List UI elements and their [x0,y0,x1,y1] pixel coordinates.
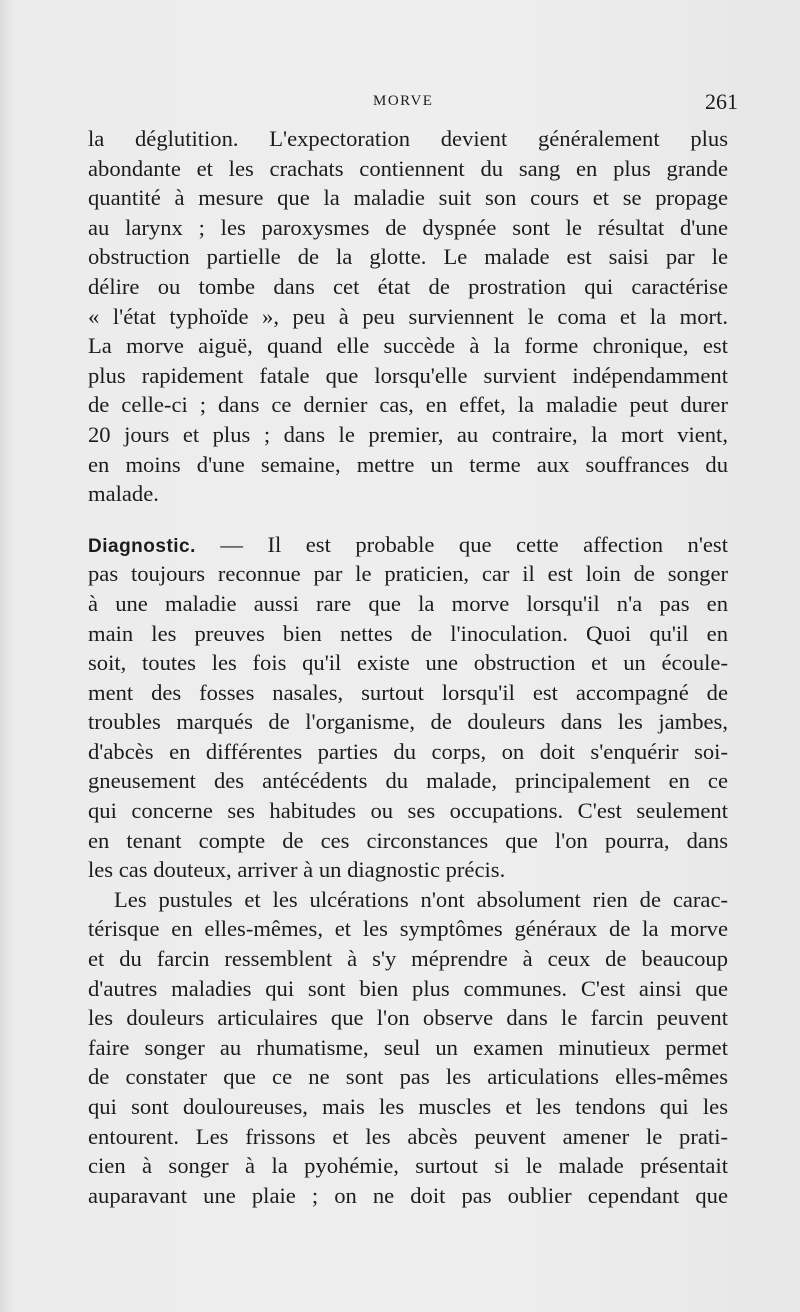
text-line: obstruction partielle de la glotte. Le malade est saisi par le [88,244,728,270]
text-line: en tenant compte de ces circonstances que l'on pourra, dans [88,827,728,853]
text-line: Les pustules et les ulcérations n'ont absolument rien de carac- [114,886,728,912]
paragraph-gap [88,509,728,530]
text-line: les cas douteux, arriver à un diagnostic précis. [88,857,506,883]
diagnostic-first-line [88,530,728,560]
text-line: quantité à mesure que la maladie suit son cours et se propage [88,185,728,211]
text-line: de constater que ce ne sont pas les articulations elles-mêmes [88,1064,728,1090]
text-line: et du farcin ressemblent à s'y méprendre à ceux de beaucoup [88,946,728,972]
text-line: térisque en elles-mêmes, et les symptômes généraux de la morve [88,916,728,942]
text-line: troubles marqués de l'organisme, de douleurs dans les jambes, [88,709,728,735]
text-line: qui sont douloureuses, mais les muscles et les tendons qui les [88,1094,728,1119]
text-line: les douleurs articulaires que l'on observe dans le farcin peuvent [88,1005,728,1031]
text-line: faire songer au rhumatisme, seul un examen minutieux permet [88,1034,728,1060]
text-line: au larynx ; les paroxysmes de dyspnée sont le résultat d'une [88,214,728,240]
text-line: auparavant une plaie ; on ne doit pas oublier cependant que [88,1182,728,1208]
section-heading: Diagnostic. [88,535,196,557]
text-line: délire ou tombe dans cet état de prostration qui caractérise [88,273,728,299]
text-line: plus rapidement fatale que lorsqu'elle survient indépendamment [88,362,728,388]
text-line: La morve aiguë, quand elle succède à la forme chronique, est [88,333,728,359]
text-line: pas toujours reconnue par le praticien, car il est loin de songer [88,561,728,587]
body-text [88,124,728,1210]
text-line: 20 jours et plus ; dans le premier, au contraire, la mort vient, [88,421,728,447]
text-line: « l'état typhoïde », peu à peu surviennent le coma et la mort. [88,303,728,329]
text-line: en moins d'une semaine, mettre un terme aux souffrances du [88,451,728,477]
text-fragment: — Il est probable que cette affection n'est [195,531,728,557]
text-line: d'autres maladies qui sont bien plus communes. C'est ainsi que [88,975,728,1001]
running-header [88,89,738,117]
running-title: MORVE [373,93,434,109]
text-line: abondante et les crachats contiennent du sang en plus grande [88,155,728,181]
page-number: 261 [705,89,738,114]
text-line: main les preuves bien nettes de l'inoculation. Quoi qu'il en [88,620,728,646]
text-line: cien à songer à la pyohémie, surtout si le malade présentait [88,1153,728,1179]
text-line: à une maladie aussi rare que la morve lorsqu'il n'a pas en [88,590,728,616]
text-line: d'abcès en différentes parties du corps, on doit s'enquérir soi- [88,738,728,764]
text-line: entourent. Les frissons et les abcès peuvent amener le prati- [88,1123,728,1149]
text-line: gneusement des antécédents du malade, principalement en ce [88,768,728,794]
text-line: qui concerne ses habitudes ou ses occupations. C'est seulement [88,798,728,824]
text-line: malade. [88,481,159,507]
text-line: soit, toutes les fois qu'il existe une obstruction et un écoule- [88,650,728,676]
text-line: de celle-ci ; dans ce dernier cas, en effet, la maladie peut durer [88,392,728,418]
text-line: ment des fosses nasales, surtout lorsqu'il est accompagné de [88,679,728,705]
text-line: la déglutition. L'expectoration devient généralement plus [88,126,728,151]
